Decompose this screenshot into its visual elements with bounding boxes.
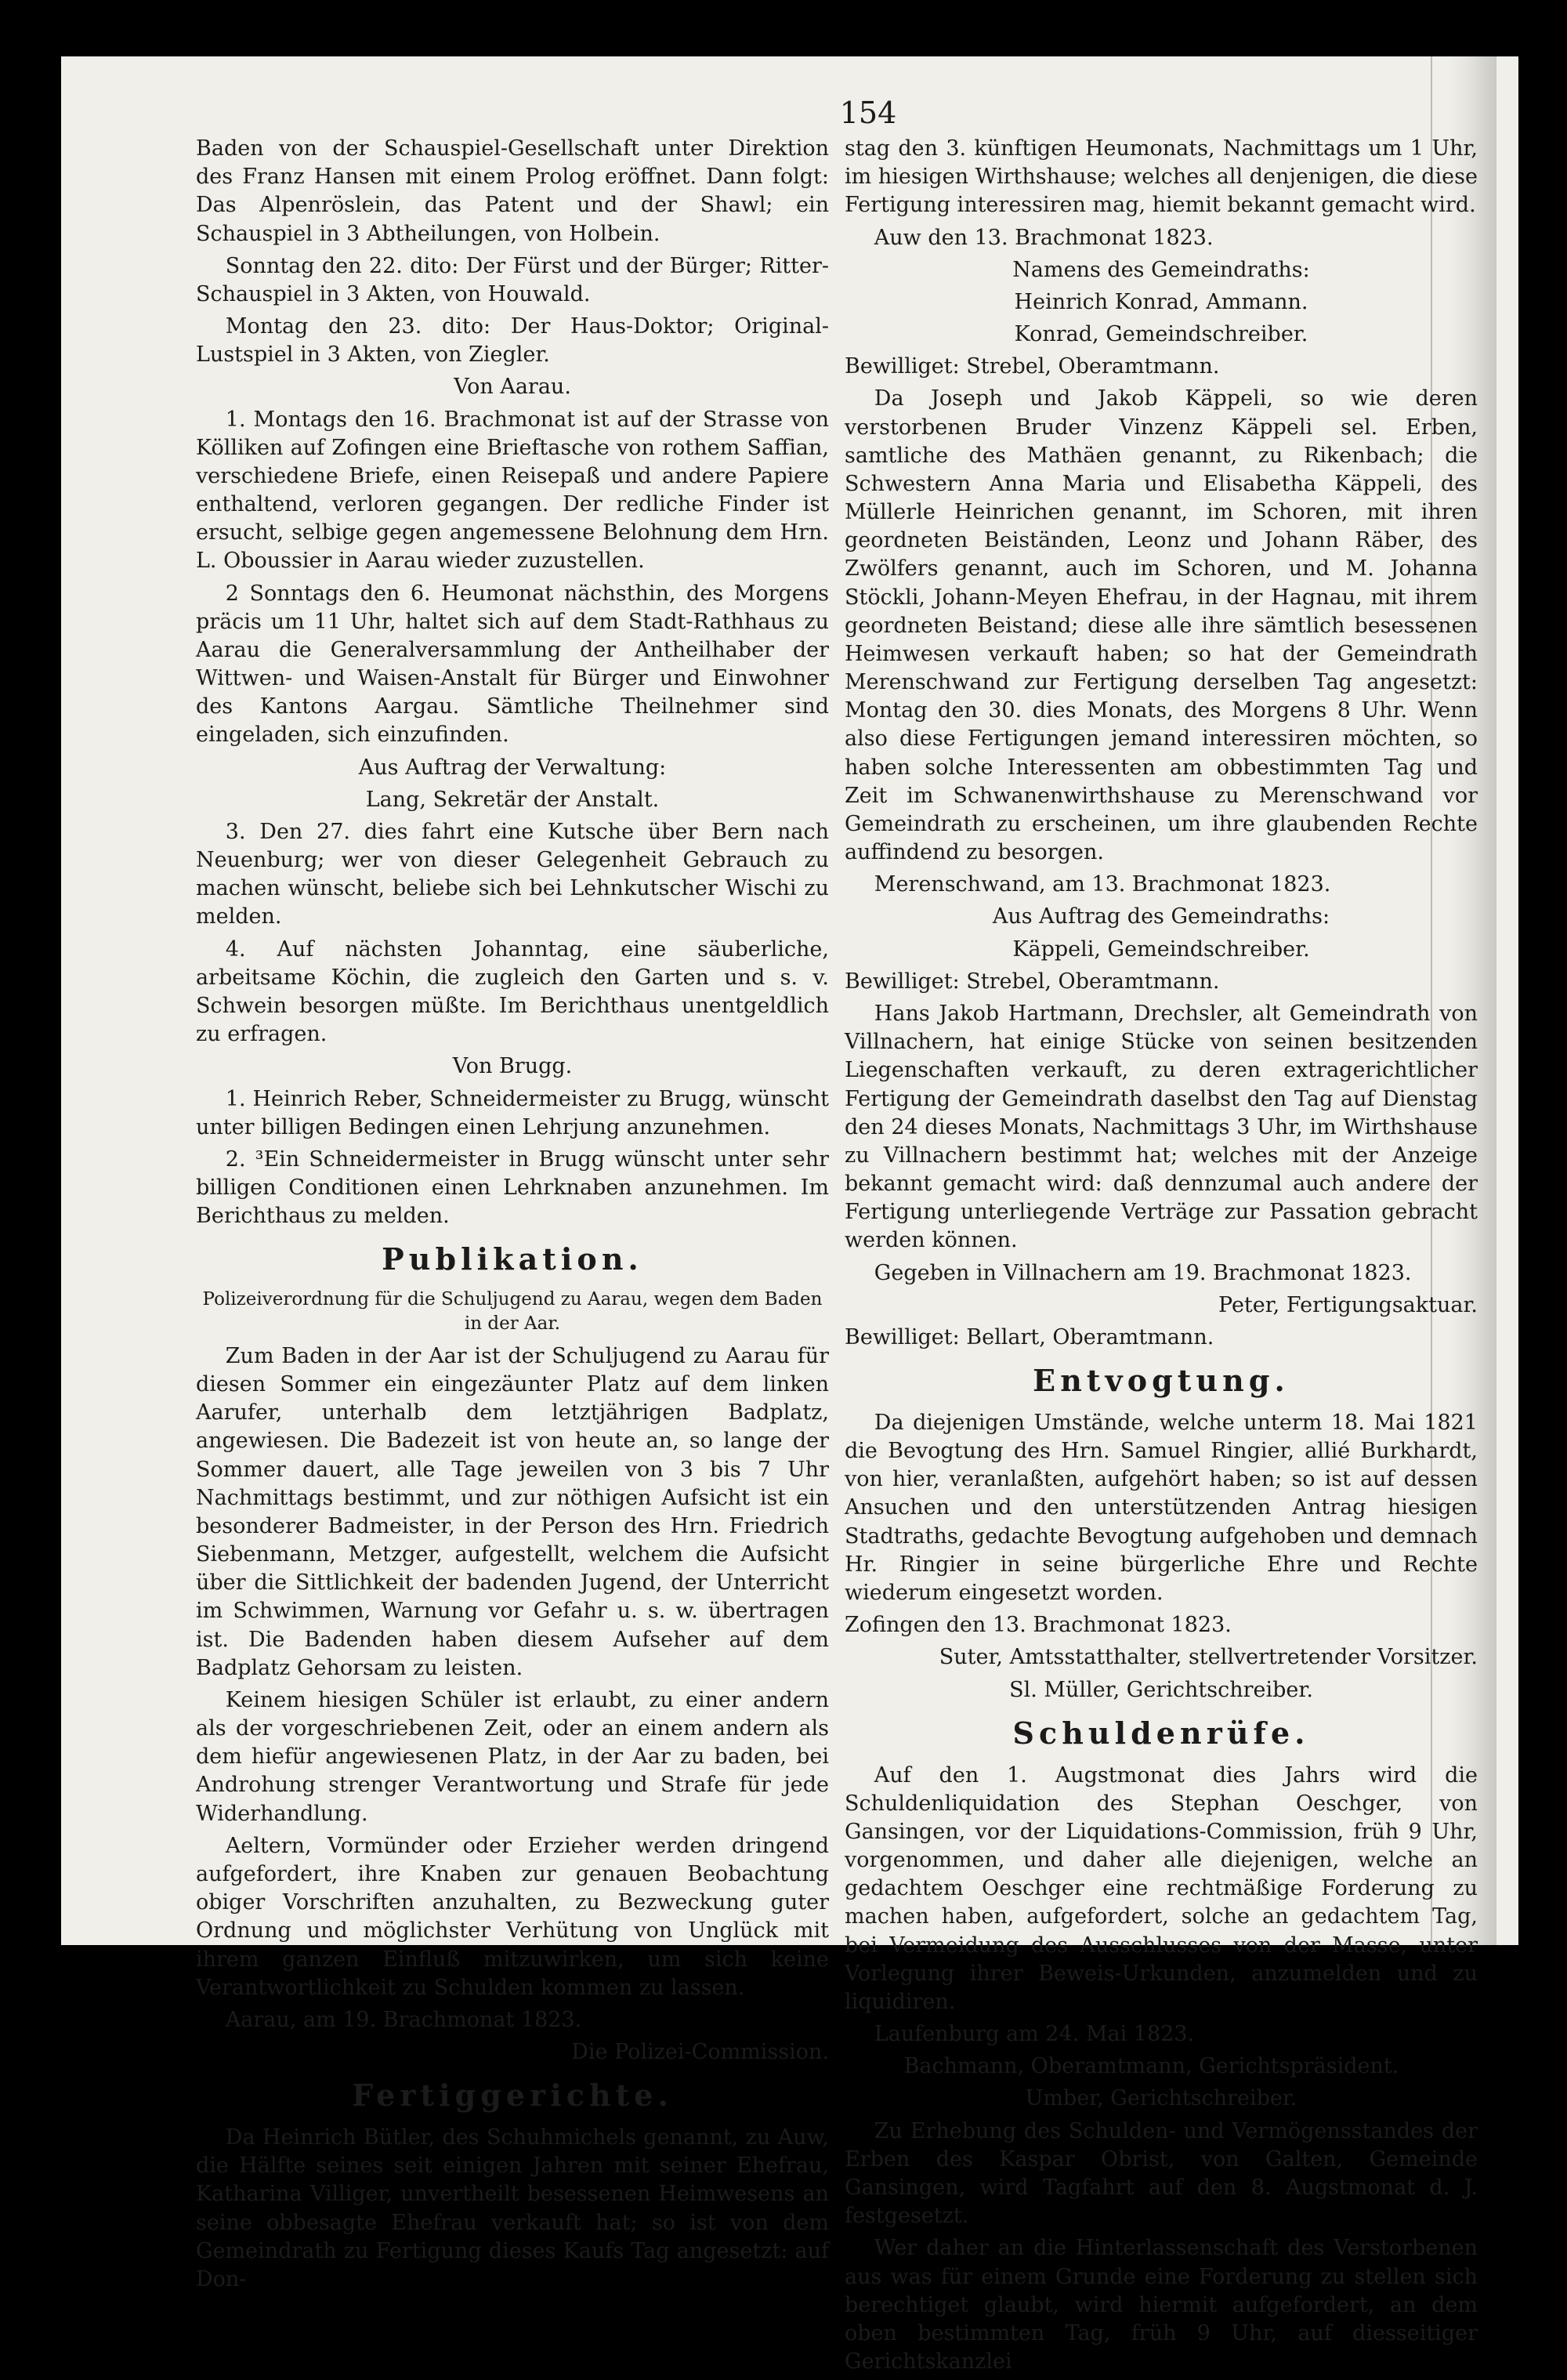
ordinance-paragraph-1: Zum Baden in der Aar ist der Schuljugend zu Aarau für diesen Sommer ein eingezäunter Platz auf dem linken Aarufer, unterhalb dem letztjährigen Badplatz, angewiesen. Die Badezeit ist von heute an, so lange der Sommer dauert, alle Tage jeweilen von 3 bis 7 Uhr Nachmittags bestimmt, und zur nöthigen Aufsicht ist ein besonderer Badmeister, in der Person des Hrn. Friedrich Siebenmann, Metzger, aufgestellt, welchem die Aufsicht über die Sittlichkeit der badenden Jugend, der Unterricht im Schwimmen, Warnung vor Gefahr u. s. w. übertragen ist. Die Badenden haben diesem Aufseher auf dem Badplatz Gehorsam zu leisten. <box>196 1343 829 1680</box>
subheading-police-ordinance: Polizeiverordnung für die Schuljugend zu Aarau, wegen dem Baden in der Aar. <box>202 1289 823 1335</box>
entvogtung-date: Zofingen den 13. Brachmonat 1823. <box>845 1613 1232 1638</box>
approval-line: Bewilliget: Strebel, Oberamtmann. <box>845 969 1220 994</box>
theatre-monday: Montag den 23. dito: Der Haus-Doktor; Original-Lustspiel in 3 Akten, von Ziegler. <box>196 314 829 368</box>
signature-line: Aus Auftrag der Verwaltung: <box>358 755 667 780</box>
right-column <box>845 135 1478 2380</box>
section-heading-aarau: Von Aarau. <box>454 375 571 400</box>
section-heading-brugg: Von Brugg. <box>452 1054 573 1079</box>
fertigung-buetler-continued: stag den 3. künftigen Heumonats, Nachmittags um 1 Uhr, im hiesigen Wirthshause; welches all denjenigen, die diese Fertigung interessiren mag, hiemit bekannt gemacht wird. <box>845 136 1478 218</box>
approval-line: Bewilliget: Strebel, Oberamtmann. <box>845 354 1220 379</box>
notice-cook-wanted: 4. Auf nächsten Johanntag, eine säuberliche, arbeitsame Köchin, die zugleich den Garten und s. v. Schwein besorgen müßte. Im Berichthaus unentgeldlich zu erfragen. <box>196 936 829 1047</box>
page-number: 154 <box>839 96 897 130</box>
heading-publikation: Publikation. <box>382 1241 643 1277</box>
schuldenruf-obrist-claims: Wer daher an die Hinterlassenschaft des Verstorbenen aus was für einem Grunde eine Forderung zu stellen sich berechtiget glaubt, wird hiermit aufgefordert, an dem oben bestimmten Tag, früh 9 Uhr, auf diesseitiger Gerichtskanzlei <box>845 2236 1478 2375</box>
heading-schuldenruefe: Schuldenrüfe. <box>1012 1715 1310 1751</box>
fertigung-hartmann: Hans Jakob Hartmann, Drechsler, alt Gemeindrath von Villnachern, hat einige Stücke von seinen besitzenden Liegenschaften verkauft, zu deren extragerichtlicher Fertigung der Gemeindrath daselbst den Tag auf Dienstag den 24 dieses Monats, Nachmittags 3 Uhr, im Wirthshause zu Villnachern bestimmt hat; welches mit der Anzeige bekannt gemacht wird: daß dennzumal auch andere der Fertigung unterliegende Verträge zur Passation gebracht werden können. <box>845 1001 1478 1253</box>
signature-line: Namens des Gemeindraths: <box>1012 257 1310 282</box>
fertigung-kaeppeli: Da Joseph und Jakob Käppeli, so wie deren verstorbenen Bruder Vinzenz Käppeli sel. Erben, samtliche des Mathäen genannt, zu Rikenbach; die Schwestern Anna Maria und Elisabetha Käppeli, des Müllerle Heinrichen genannt, im Schoren, mit ihren geordneten Beiständen, Leonz und Johann Räber, des Zwölfers genannt, auch im Schoren, und M. Johanna Stöckli, Johann-Meyen Ehefrau, in der Hagnau, mit ihrem geordneten Beistand; diese alle ihre sämtlich besessenen Heimwesen verkauft haben; so hat der Gemeindrath Merenschwand zur Fertigung derselben Tag angesetzt: Montag den 30. dies Monats, des Morgens 8 Uhr. Wenn also diese Fertigungen jemand interessiren möchten, so haben solche Interessenten am obbestimmten Tag und Zeit im Schwanenwirthshause zu Merenschwand vor Gemeindrath zu erscheinen, um ihre glaubenden Rechte auffindend zu besorgen. <box>845 386 1478 865</box>
signature-name: Umber, Gerichtschreiber. <box>1025 2086 1297 2111</box>
notice-lost-wallet: 1. Montags den 16. Brachmonat ist auf der Strasse von Kölliken auf Zofingen eine Brieftasche von rothem Saffian, verschiedene Briefe, einen Reisepaß und andere Papiere enthaltend, verloren gegangen. Der redliche Finder ist ersucht, selbige gegen angemessene Belohnung dem Hrn. L. Oboussier in Aarau wieder zuzustellen. <box>196 407 829 574</box>
fertigung-villnachern-date: Gegeben in Villnachern am 19. Brachmonat 1823. <box>874 1260 1412 1285</box>
signature-name: Lang, Sekretär der Anstalt. <box>365 787 660 812</box>
notice-general-assembly: 2 Sonntags den 6. Heumonat nächsthin, des Morgens präcis um 11 Uhr, haltet sich auf dem Stadt-Rathhaus zu Aarau die Generalversammlung der Antheilhaber der Wittwen- und Waisen-Anstalt für Bürger und Einwohner des Kantons Aargau. Sämtliche Theilnehmer sind eingeladen, sich einzufinden. <box>196 581 829 748</box>
ordinance-signature: Die Polizei-Commission. <box>571 2040 829 2065</box>
newspaper-page <box>61 56 1518 2375</box>
entvogtung-ringier: Da diejenigen Umstände, welche unterm 18. Mai 1821 die Bevogtung des Hrn. Samuel Ringier, allié Burkhardt, von hier, veranlaßten, aufgehört haben; so ist auf dessen Ansuchen und den unterstützenden Antrag hiesigen Stadtraths, gedachte Bevogtung aufgehoben und demnach Hr. Ringier in seine bürgerliche Ehre und Rechte wiederum eingesetzt worden. <box>845 1410 1478 1605</box>
left-column <box>196 135 829 2298</box>
schuldenruf-obrist: Zu Erhebung des Schulden- und Vermögensstandes der Erben des Kaspar Obrist, von Galten, Gemeinde Gansingen, wird Tagfahrt auf den 8. Augstmonat d. J. festgesetzt. <box>845 2118 1478 2229</box>
ordinance-paragraph-3: Aeltern, Vormünder oder Erzieher werden dringend aufgefordert, ihre Knaben zur genauen Beobachtung obiger Vorschriften anzuhalten, zu Bezweckung guter Ordnung und möglichster Verhütung von Unglück mit ihrem ganzen Einfluß mitzuwirken, um sich keine Verantwortlichkeit zu Schulden kommen zu lassen. <box>196 1833 829 2000</box>
notice-tailor-apprentice: 1. Heinrich Reber, Schneidermeister zu Brugg, wünscht unter billigen Bedingen einen Lehrjung anzunehmen. <box>196 1086 829 1139</box>
signature-name: Käppeli, Gemeindschreiber. <box>1012 936 1310 962</box>
signature-name: Suter, Amtsstatthalter, stellvertretender Vorsitzer. <box>939 1645 1478 1670</box>
signature-name: Heinrich Konrad, Ammann. <box>1014 289 1308 314</box>
theatre-sunday: Sonntag den 22. dito: Der Fürst und der Bürger; Ritter-Schauspiel in 3 Akten, von Houwald. <box>196 253 829 306</box>
fertigung-merenschwand-date: Merenschwand, am 13. Brachmonat 1823. <box>874 872 1331 897</box>
heading-fertiggerichte: Fertiggerichte. <box>352 2078 673 2114</box>
notice-tailor-apprentice-2: 2. ³Ein Schneidermeister in Brugg wünscht unter sehr billigen Conditionen einen Lehrknaben anzunehmen. Im Berichthaus zu melden. <box>196 1147 829 1229</box>
fertigung-buetler: Da Heinrich Bütler, des Schuhmichels genannt, zu Auw, die Hälfte seines seit einigen Jahren mit seiner Ehefrau, Katharina Villiger, unvertheilt besessenen Heimwesens an seine obbesagte Ehefrau verkauft hat; so ist von dem Gemeindrath zu Fertigung dieses Kaufs Tag angesetzt: auf Don- <box>196 2125 829 2291</box>
theatre-notice: Baden von der Schauspiel-Gesellschaft unter Direktion des Franz Hansen mit einem Prolog eröffnet. Dann folgt: Das Alpenröslein, das Patent und der Shawl; ein Schauspiel in 3 Abtheilungen, von Holbein. <box>196 136 829 246</box>
fertigung-auw-date: Auw den 13. Brachmonat 1823. <box>874 225 1214 250</box>
signature-name: Bachmann, Oberamtmann, Gerichtspräsident. <box>903 2054 1399 2079</box>
schuldenruf-oeschger: Auf den 1. Augstmonat dies Jahrs wird die Schuldenliquidation des Stephan Oeschger, von Gansingen, vor der Liquidations-Commission, früh 9 Uhr, vorgenommen, und daher alle diejenigen, welche an gedachtem Oeschger eine rechtmäßige Forderung zu machen haben, aufgefordert, solche an gedachtem Tag, bei Vermeidung des Ausschlusses von der Masse, unter Vorlegung ihrer Beweis-Urkunden, anzumelden und zu liquidiren. <box>845 1762 1478 2014</box>
schuldenruf-date: Laufenburg am 24. Mai 1823. <box>874 2022 1195 2047</box>
signature-name: Sl. Müller, Gerichtschreiber. <box>1009 1677 1313 1702</box>
signature-name: Peter, Fertigungsaktuar. <box>1218 1292 1478 1317</box>
notice-coach-trip: 3. Den 27. dies fahrt eine Kutsche über Bern nach Neuenburg; wer von dieser Gelegenheit Gebrauch zu machen wünscht, beliebe sich bei Lehnkutscher Wischi zu melden. <box>196 819 829 929</box>
approval-line: Bewilliget: Bellart, Oberamtmann. <box>845 1324 1214 1349</box>
ordinance-paragraph-2: Keinem hiesigen Schüler ist erlaubt, zu einer andern als der vorgeschriebenen Zeit, oder an einem andern als dem hiefür angewiesenen Platz, in der Aar zu baden, bei Androhung strenger Verantwortung und Strafe für jede Widerhandlung. <box>196 1687 829 1826</box>
heading-entvogtung: Entvogtung. <box>1033 1363 1290 1399</box>
signature-name: Konrad, Gemeindschreiber. <box>1014 322 1308 347</box>
ordinance-date: Aarau, am 19. Brachmonat 1823. <box>225 2007 582 2032</box>
signature-line: Aus Auftrag des Gemeindraths: <box>992 904 1330 929</box>
